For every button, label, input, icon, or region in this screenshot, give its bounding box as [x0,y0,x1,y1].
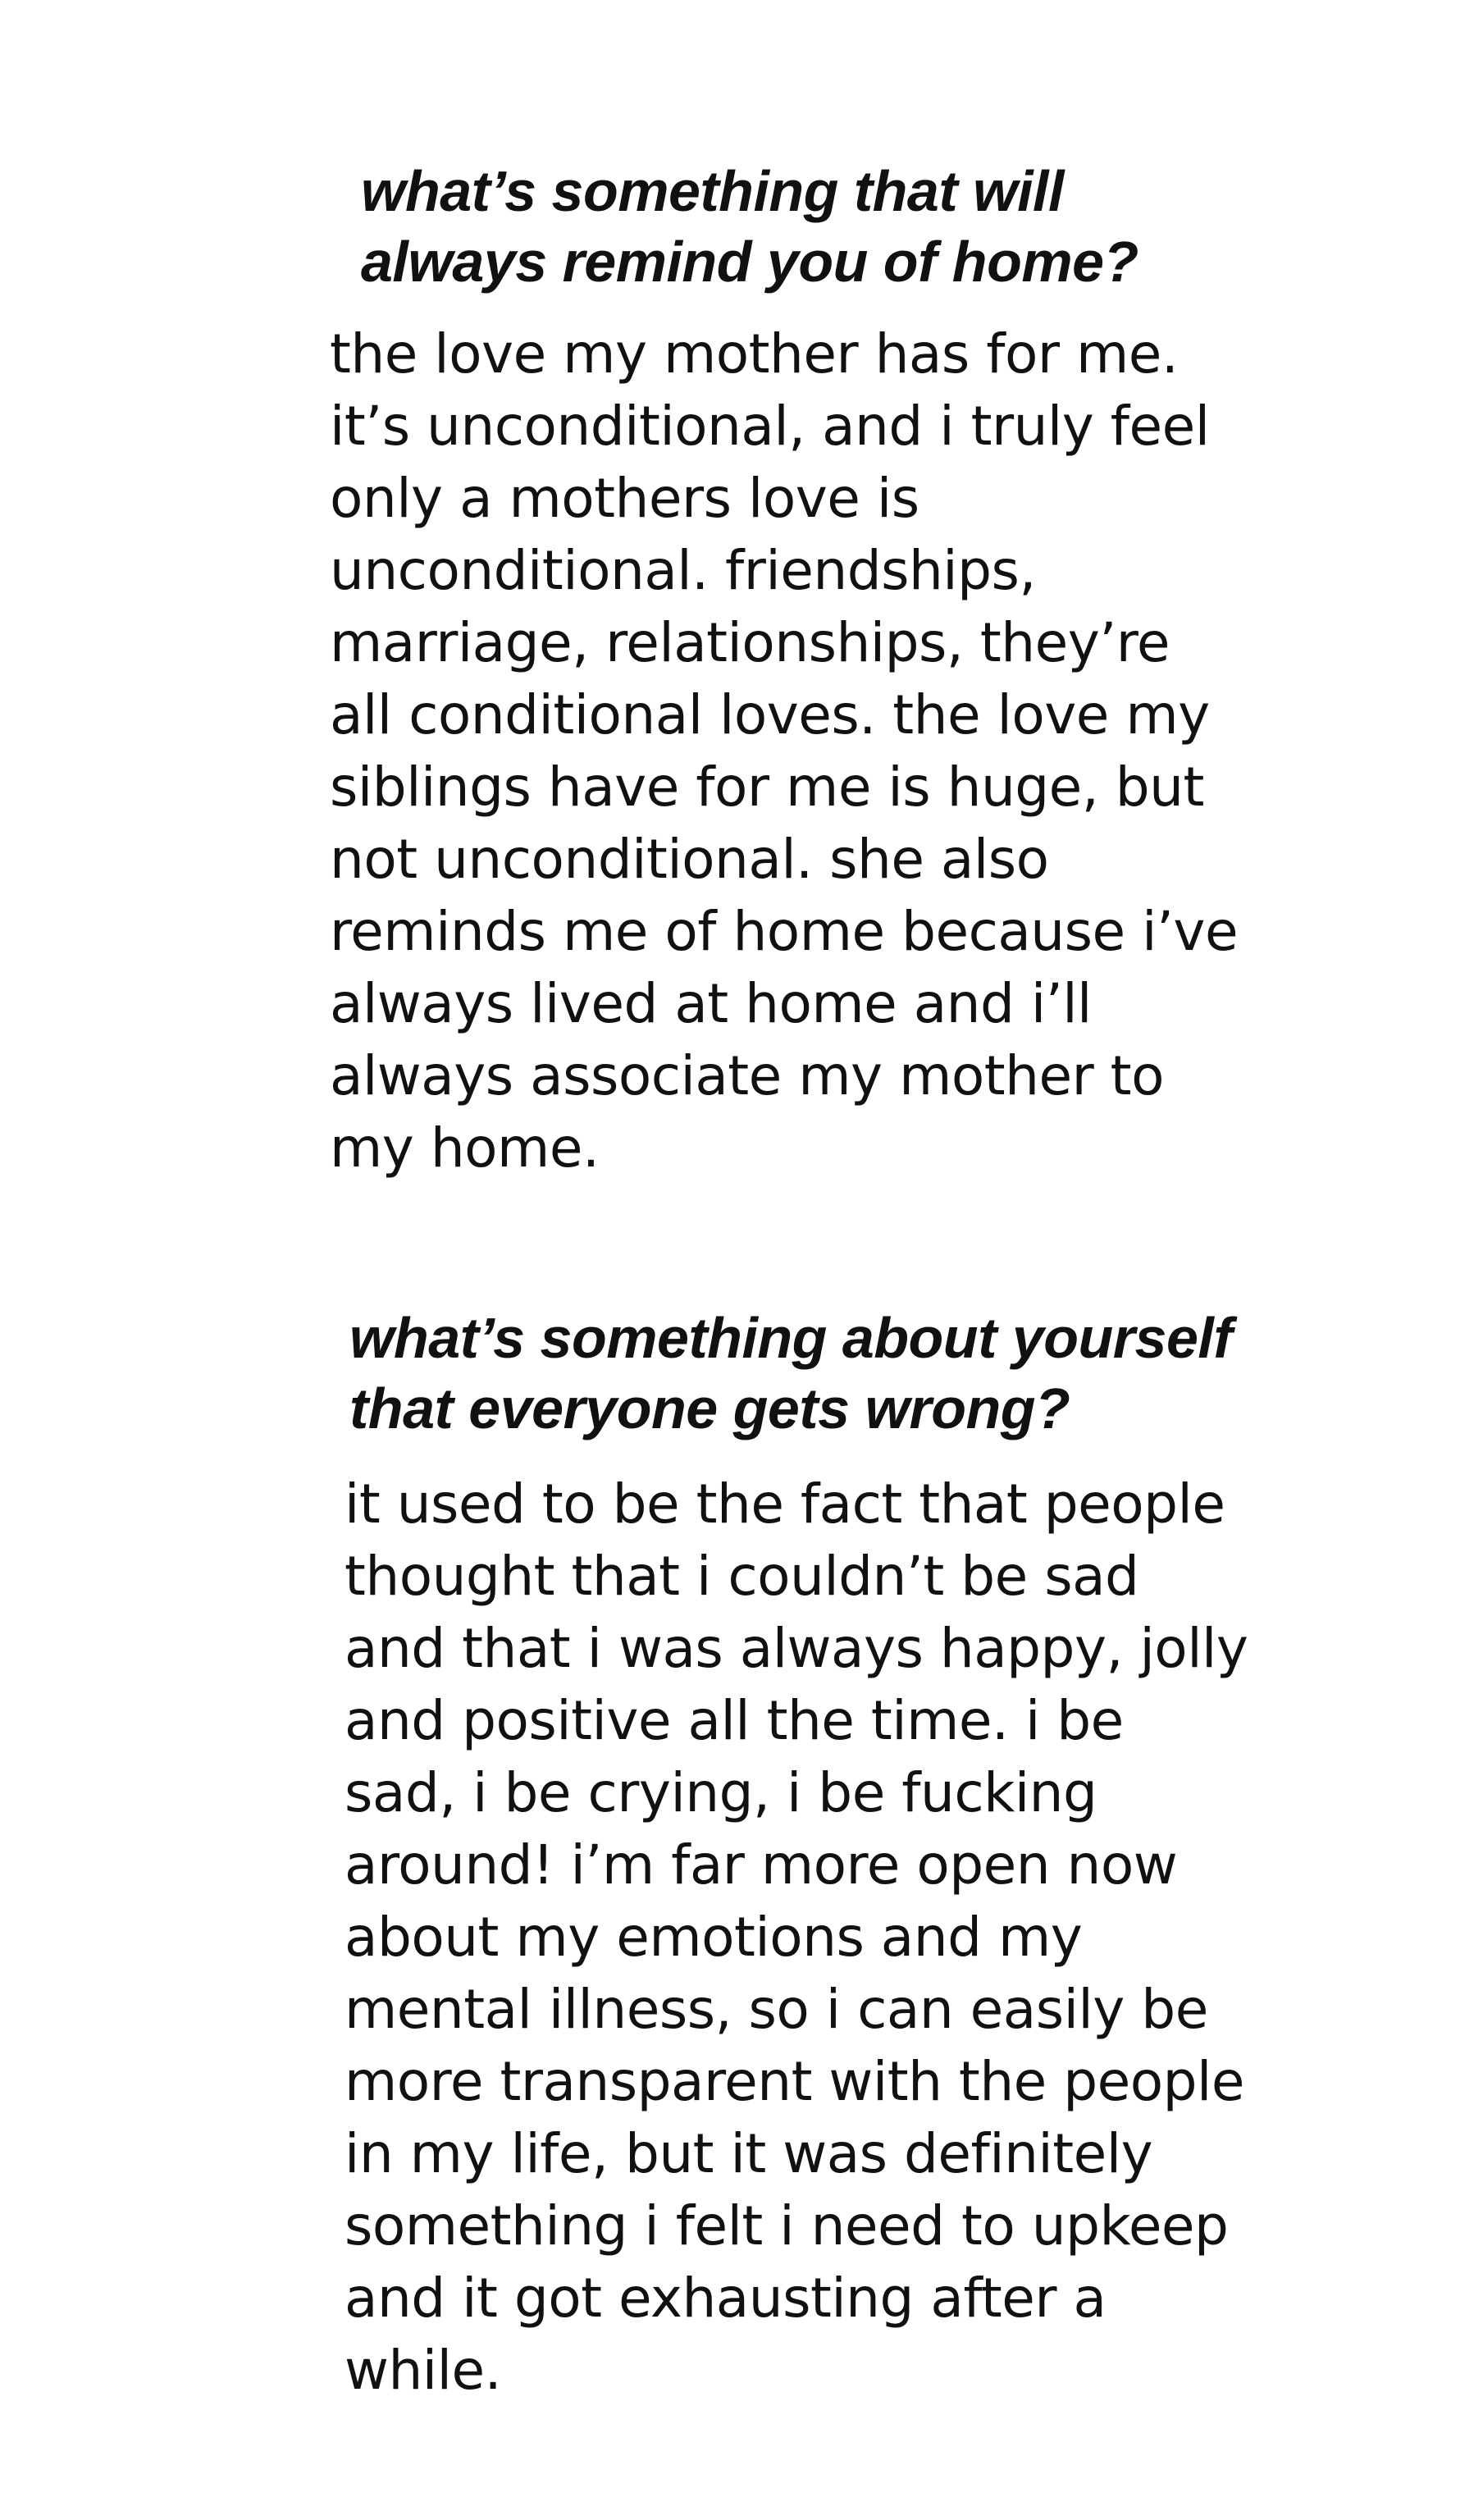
answer-line: thought that i couldn’t be sad [345,1545,1139,1608]
answer-line: only a mothers love is [330,467,919,530]
answer-line: always lived at home and i’ll [330,972,1092,1035]
answer-line: marriage, relationships, they’re [330,611,1170,674]
answer-line: sad, i be crying, i be fucking [345,1761,1097,1824]
answer-line: and that i was always happy, jolly [345,1617,1248,1680]
answer-line: around! i’m far more open now [345,1833,1178,1897]
question-line: what’s something about yourself [349,1306,1233,1370]
answer-line: mental illness, so i can easily be [345,1978,1208,2041]
answer-line: not unconditional. she also [330,828,1049,891]
question-line: that everyone gets wrong? [349,1376,1070,1440]
answer-line: reminds me of home because i’ve [330,900,1239,963]
answer-paragraph [345,1468,1248,2407]
answer-line: something i felt i need to upkeep [345,2194,1229,2258]
answer-line: unconditional. friendships, [330,539,1036,602]
answer-line: in my life, but it was definitely [345,2122,1153,2185]
answer-line: and positive all the time. i be [345,1689,1124,1752]
answer-line: the love my mother has for me. [330,322,1179,386]
question-heading [349,1303,1232,1444]
answer-line: always associate my mother to [330,1044,1164,1107]
answer-paragraph [330,318,1238,1185]
answer-line: it’s unconditional, and i truly feel [330,395,1210,458]
answer-line: while. [345,2339,502,2402]
answer-line: more transparent with the people [345,2050,1244,2113]
answer-line: and it got exhausting after a [345,2267,1107,2330]
question-line: what’s something that will [361,159,1064,223]
qa-section-home [0,0,1483,1230]
answer-line: siblings have for me is huge, but [330,756,1204,819]
answer-line: all conditional loves. the love my [330,683,1210,746]
answer-line: my home. [330,1116,600,1180]
answer-line: it used to be the fact that people [345,1472,1225,1536]
question-line: always remind you of home? [361,230,1138,294]
question-heading [361,156,1138,297]
answer-line: about my emotions and my [345,1906,1083,1969]
qa-section-misconception [0,1230,1483,2520]
